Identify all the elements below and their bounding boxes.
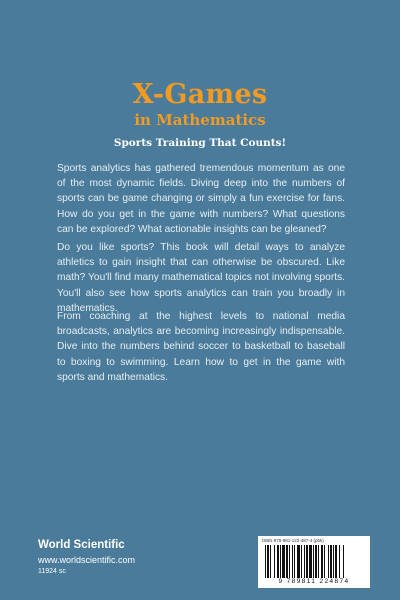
description-paragraph-1: Sports analytics has gathered tremendous momentum as one of the most dynamic fields. Diving deep into the numbers of sports can be game changing or simply a fun exercise for fans. How do you get in the game with numbers? What questions can be explored? What actionable insights can be gleaned?	[57, 163, 345, 235]
barcode-bar	[330, 545, 332, 578]
isbn-label: ISBN 978-981-122-487-4 (pbk)	[262, 538, 324, 543]
barcode-bar	[339, 545, 340, 578]
book-title: X-Games	[132, 79, 268, 110]
title-block	[0, 80, 400, 149]
book-subtitle: in Mathematics	[134, 111, 266, 129]
book-tagline: Sports Training That Counts!	[113, 137, 287, 149]
barcode-bars	[265, 545, 363, 578]
isbn-digits: 9 789811 224874	[278, 578, 350, 585]
barcode-bar	[301, 545, 302, 578]
barcode-bar	[333, 545, 334, 578]
barcode-bar	[343, 545, 344, 578]
barcode-bar	[321, 545, 323, 578]
barcode-bar	[304, 545, 305, 578]
barcode-bar	[265, 545, 266, 578]
barcode-bar	[270, 545, 271, 578]
barcode-bar	[318, 545, 319, 578]
publisher-name: World Scientific	[38, 539, 125, 551]
description-paragraph-2: Do you like sports? This book will detail ways to analyze athletics to gain insight that can otherwise be obscured. Like math? You'll find many mathematical topics not involving sports. You'll also see how sports analytics can train you broadly in mathematics.	[57, 242, 345, 314]
barcode-bar	[267, 545, 269, 578]
barcode-bar	[306, 545, 308, 578]
barcode-bar	[313, 545, 314, 578]
barcode-bar	[292, 545, 293, 578]
barcode-bar	[274, 545, 275, 578]
publisher-url: www.worldscientific.com	[38, 555, 136, 565]
barcode-bar	[297, 545, 300, 578]
barcode-bar	[328, 545, 329, 578]
product-code: 11924 sc	[38, 568, 66, 575]
barcode-bar	[315, 545, 317, 578]
barcode-bar	[286, 545, 288, 578]
barcode-bar	[309, 545, 312, 578]
barcode-bar	[294, 545, 295, 578]
barcode-bar	[282, 545, 285, 578]
publisher-block	[38, 538, 135, 576]
barcode-bar	[335, 545, 337, 578]
description-paragraph-3: From coaching at the highest levels to national media broadcasts, analytics are becoming increasingly indispensable. Dive into the numbers behind soccer to basketball to baseball to boxing to swimming. Learn how to get in the game with sports and mathematics.	[57, 311, 345, 383]
barcode-bar	[289, 545, 290, 578]
barcode-bar	[280, 545, 281, 578]
barcode-bar	[277, 545, 279, 578]
barcode	[258, 536, 370, 588]
barcode-bar	[324, 545, 325, 578]
